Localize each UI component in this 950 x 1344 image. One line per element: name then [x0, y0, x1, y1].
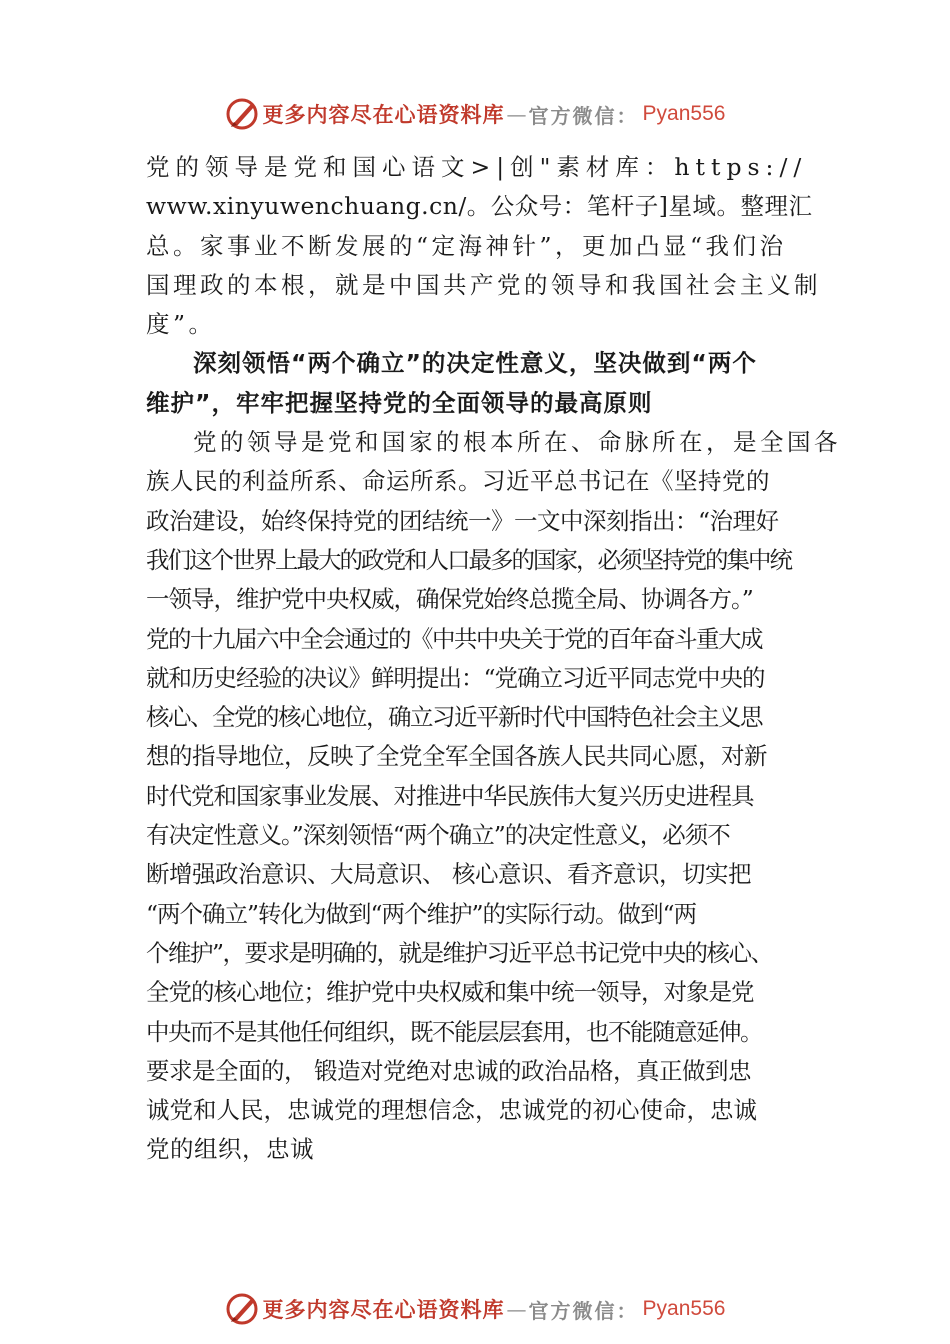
paragraph-line: 就和历史经验的决议》鲜明提出：“党确立习近平同志党中央的: [146, 663, 765, 692]
paragraph-line: 时代党和国家事业发展、对推进中华民族伟大复兴历史进程具: [146, 781, 754, 810]
paragraph-line: 想的指导地位，反映了全党全军全国各族人民共同心愿，对新: [146, 742, 767, 771]
text-line: 总。家事业不断发展的“定海神针”，更加凸显“我们治: [146, 231, 787, 260]
banner-title: 更多内容尽在心语资料库: [262, 1297, 505, 1322]
paragraph-line: 党的组织，忠诚: [146, 1135, 314, 1164]
paragraph-line: 中央而不是其他任何组织，既不能层层套用，也不能随意延伸。: [146, 1017, 762, 1046]
paragraph-line: 个维护”，要求是明确的，就是维护习近平总书记党中央的核心、: [146, 938, 773, 967]
paragraph-line: 要求是全面的， 锻造对党绝对忠诚的政治品格，真正做到忠: [146, 1056, 751, 1085]
paragraph-line: 诚党和人民，忠诚党的理想信念，忠诚党的初心使命，忠诚: [146, 1096, 757, 1125]
text-line: 党的领导是党和国心语文>|创"素材库：https://: [146, 153, 808, 181]
paragraph-line: 全党的核心地位；维护党中央权威和集中统一领导，对象是党: [146, 978, 754, 1007]
banner-title: 更多内容尽在心语资料库: [262, 102, 505, 127]
banner-wechat-id: Pyan556: [642, 102, 726, 125]
paragraph-line: 政治建设，始终保持党的团结统一》一文中深刻指出：“治理好: [146, 506, 779, 535]
paragraph-line: 核心、全党的核心地位，确立习近平新时代中国特色社会主义思: [146, 703, 762, 732]
paragraph-line: 断增强政治意识、大局意识、 核心意识、看齐意识，切实把: [146, 860, 751, 889]
banner-dash: —: [506, 1297, 527, 1321]
banner-wechat-id: Pyan556: [642, 1297, 726, 1320]
paragraph-line: 族人民的利益所系、命运所系。习近平总书记在《坚持党的: [146, 467, 770, 496]
header-banner: [0, 94, 950, 134]
section-heading: 维护”，牢牢把握坚持党的全面领导的最高原则: [146, 388, 653, 417]
text-line: 度”。: [146, 310, 216, 339]
text-line: www.xinyuwenchuang.cn/。公众号：笔杆子]星域。整理汇: [146, 192, 813, 221]
banner-wechat-label: 官方微信：: [528, 1298, 639, 1323]
footer-banner: [0, 1289, 950, 1329]
section-heading: 深刻领悟“两个确立”的决定性意义，坚决做到“两个: [193, 349, 757, 378]
pen-logo-icon: [225, 1292, 259, 1326]
pen-logo-icon: [225, 97, 259, 131]
paragraph-line: 一领导，维护党中央权威，确保党始终总揽全局、协调各方。”: [146, 585, 753, 614]
paragraph-line: 党的领导是党和国家的根本所在、命脉所在，是全国各: [193, 428, 841, 457]
paragraph-line: 我们这个世界上最大的政党和人口最多的国家，必须坚持党的集中统: [146, 545, 791, 574]
banner-wechat-label: 官方微信：: [528, 103, 639, 128]
paragraph-line: 党的十九届六中全会通过的《中共中央关于党的百年奋斗重大成: [146, 624, 762, 653]
banner-dash: —: [506, 102, 527, 126]
text-line: 国理政的本根，就是中国共产党的领导和我国社会主义制: [146, 270, 821, 299]
paragraph-line: “两个确立”转化为做到“两个维护”的实际行动。做到“两: [146, 899, 697, 928]
paragraph-line: 有决定性意义。”深刻领悟“两个确立”的决定性意义，必须不: [146, 821, 730, 850]
document-body: [146, 148, 846, 1170]
